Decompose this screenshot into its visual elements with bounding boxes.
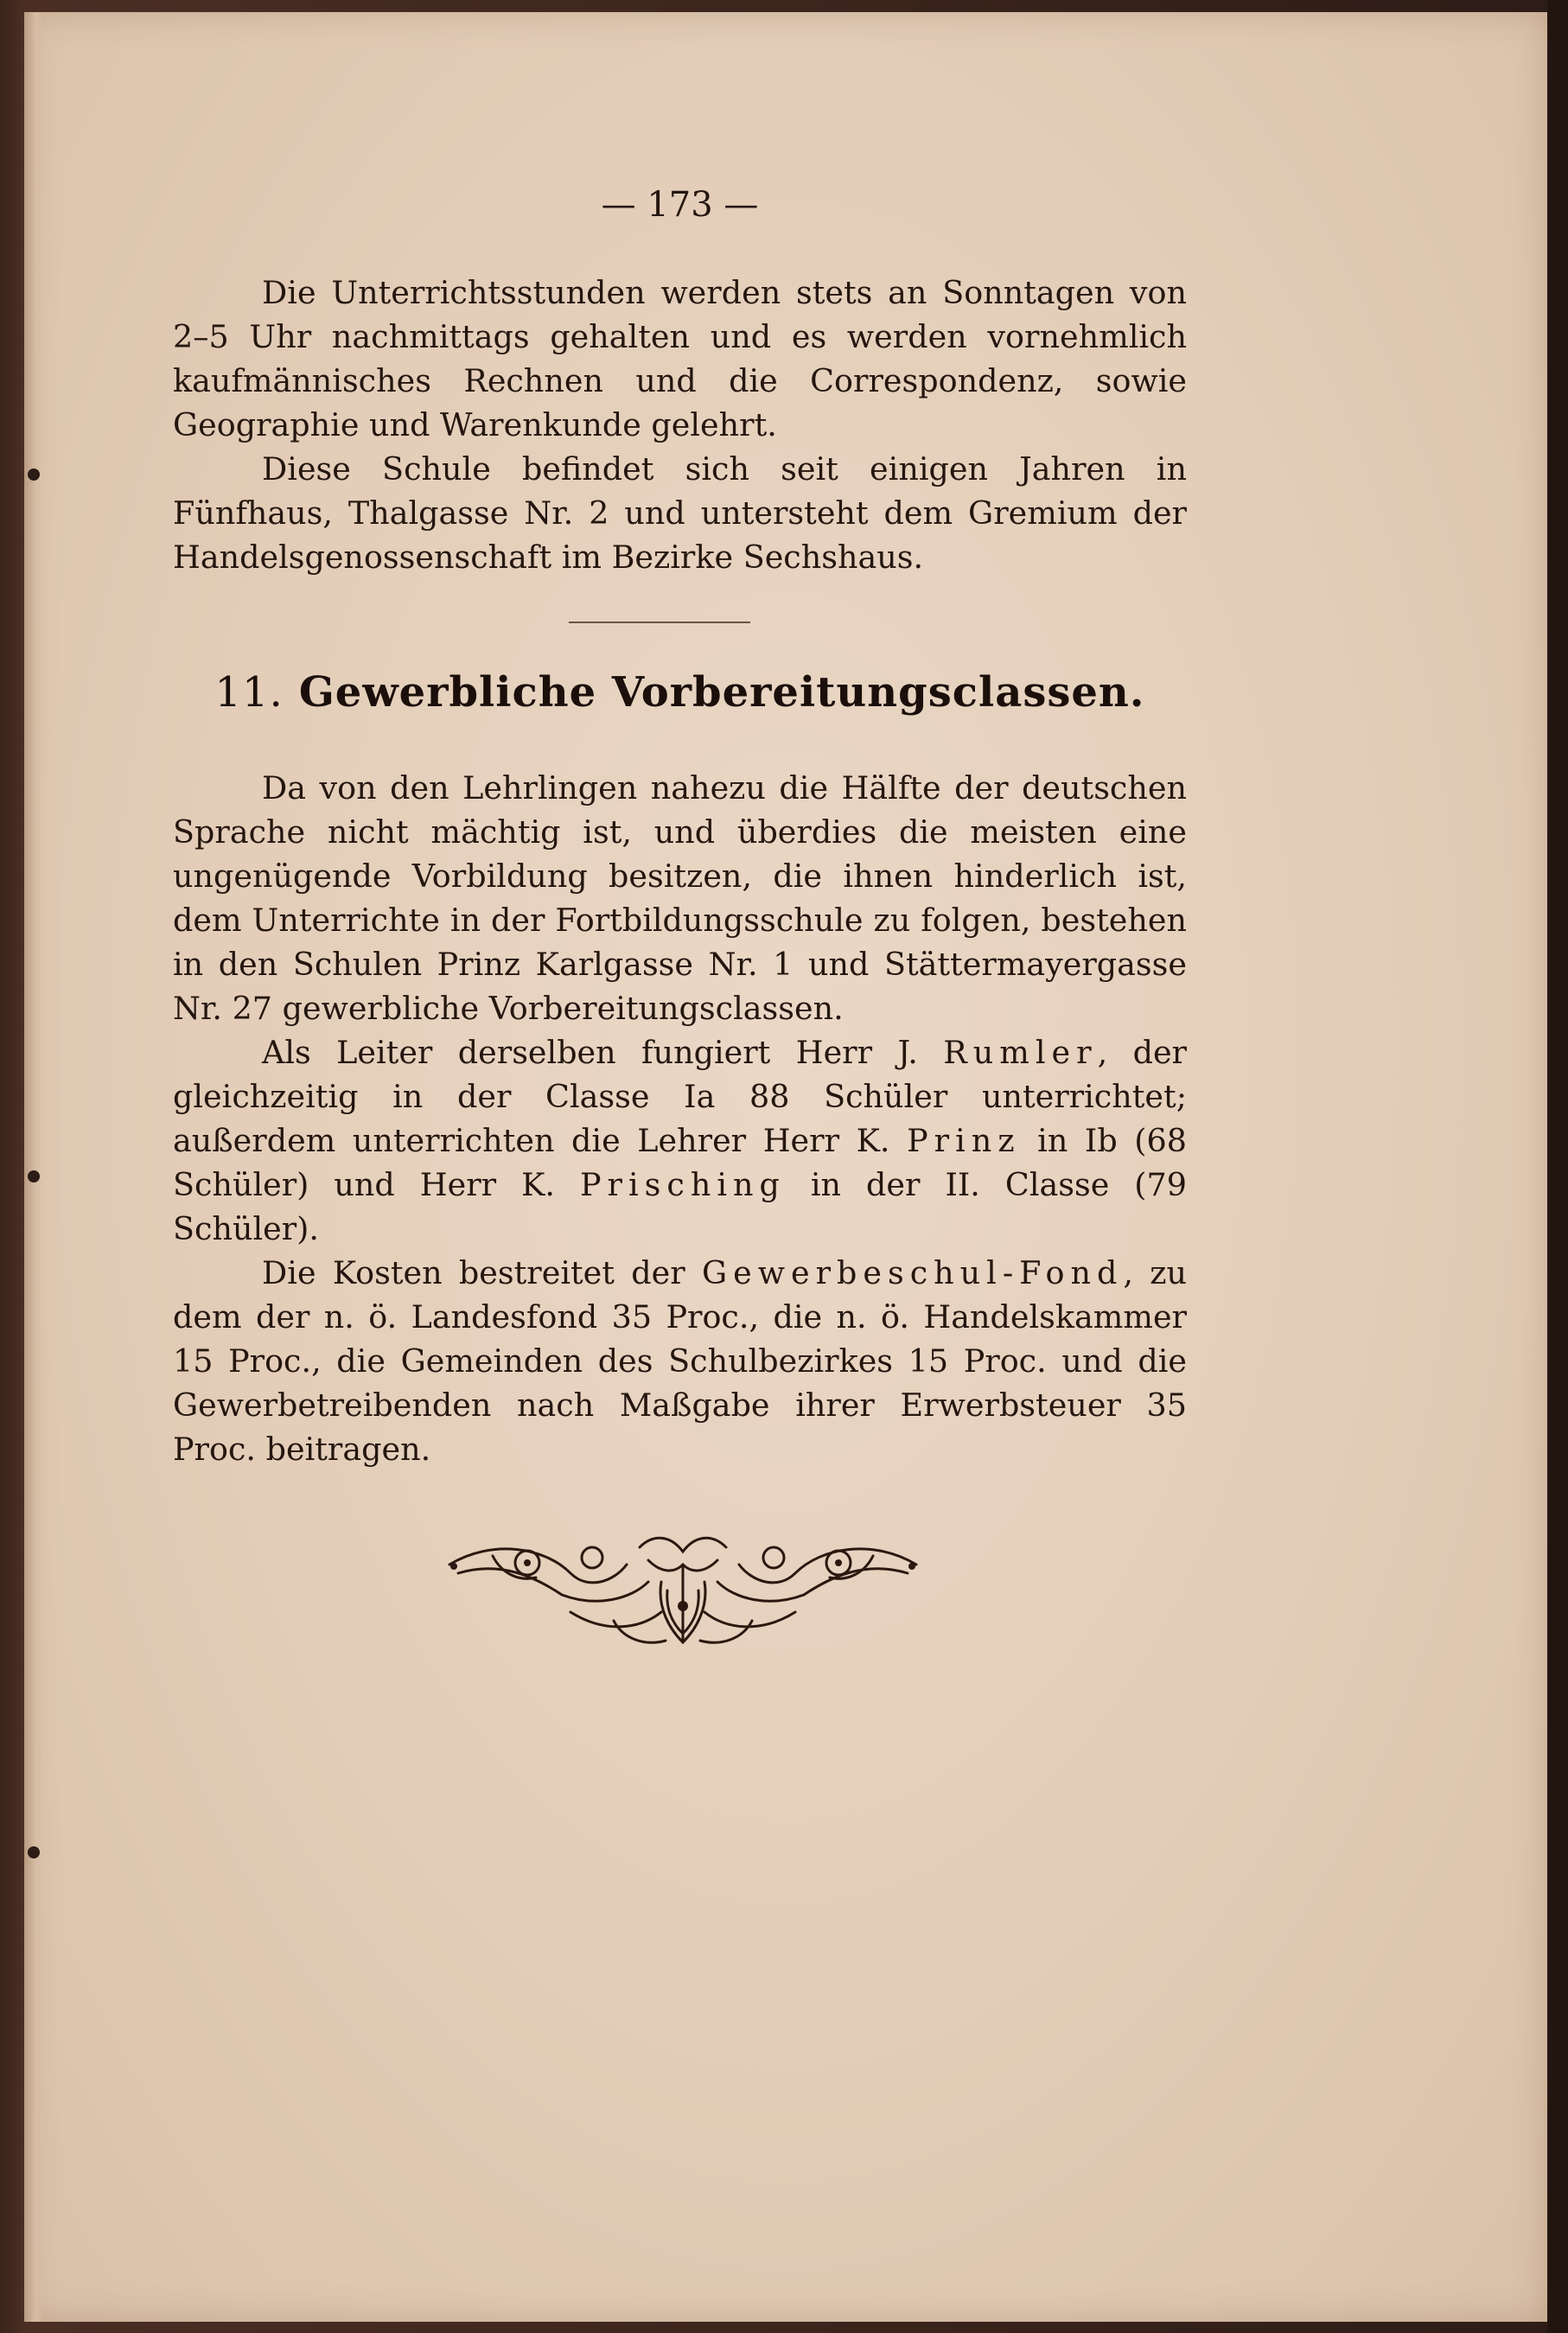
section-title: Gewerbliche Vorbereitungsclassen. (298, 668, 1145, 717)
text-run: in Ib (68 Schüler) und Herr K. (173, 1122, 1187, 1203)
page-gutter (24, 12, 43, 2322)
teacher-name-prisching: Prisching (579, 1166, 786, 1203)
teacher-name-prinz: Prinz (907, 1122, 1021, 1159)
section-heading (173, 668, 1187, 717)
body-paragraph-3 (173, 1251, 1187, 1471)
floral-vignette-icon (441, 1530, 925, 1660)
text-run: Als Leiter derselben fungiert Herr J. (262, 1034, 944, 1071)
section-body (173, 766, 1187, 1471)
section-number: 11. (214, 668, 284, 717)
fund-name: Gewerbeschul-Fond (701, 1254, 1124, 1291)
intro-paragraph-1: Die Unterrichtsstunden werden stets an Sonntagen von 2–5 Uhr nachmittags gehalten und es werden vornehmlich kaufmännisches Rechnen und die Correspondenz, sowie Geographie und Warenkunde gelehrt. (173, 274, 1187, 443)
text-run: in der II. Classe (79 Schüler). (173, 1166, 1187, 1247)
teacher-name-rumler: Rumler (943, 1034, 1098, 1071)
page-number: — 173 — (601, 185, 759, 225)
binding-hole (28, 1846, 40, 1858)
intro-paragraph-2: Diese Schule befindet sich seit einigen Jahren in Fünfhaus, Thalgasse Nr. 2 und untersteht dem Gremium der Handelsgenossenschaft im Bezirke Sechshaus. (173, 450, 1187, 576)
binding-hole (28, 1170, 40, 1182)
body-paragraph-2 (173, 1030, 1187, 1251)
text-run: Die Kosten bestreitet der (262, 1254, 702, 1291)
intro-text (173, 271, 1187, 579)
section-divider (569, 621, 750, 623)
page-edge (1547, 0, 1568, 2333)
text-run: , zu dem der n. ö. Landesfond 35 Proc., die n. ö. Handelskammer 15 Proc., die Gemeinden des Schulbezirkes 15 Proc. und die Gewerbetreibenden nach Maßgabe ihrer Erwerbsteuer 35 Proc. beitragen. (173, 1254, 1188, 1468)
body-paragraph-1: Da von den Lehrlingen nahezu die Hälfte der deutschen Sprache nicht mächtig ist, und überdies die meisten eine ungenügende Vorbildung besitzen, die ihnen hinderlich ist, dem Unterrichte in der Fortbildungsschule zu folgen, bestehen in den Schulen Prinz Karlgasse Nr. 1 und Stättermayergasse Nr. 27 gewerbliche Vorbereitungsclassen. (173, 769, 1187, 1027)
text-run: , der gleichzeitig in der Classe Ia 88 Schüler unterrichtet; außerdem unterrichten die Lehrer Herr K. (173, 1034, 1187, 1159)
binding-hole (28, 469, 40, 481)
